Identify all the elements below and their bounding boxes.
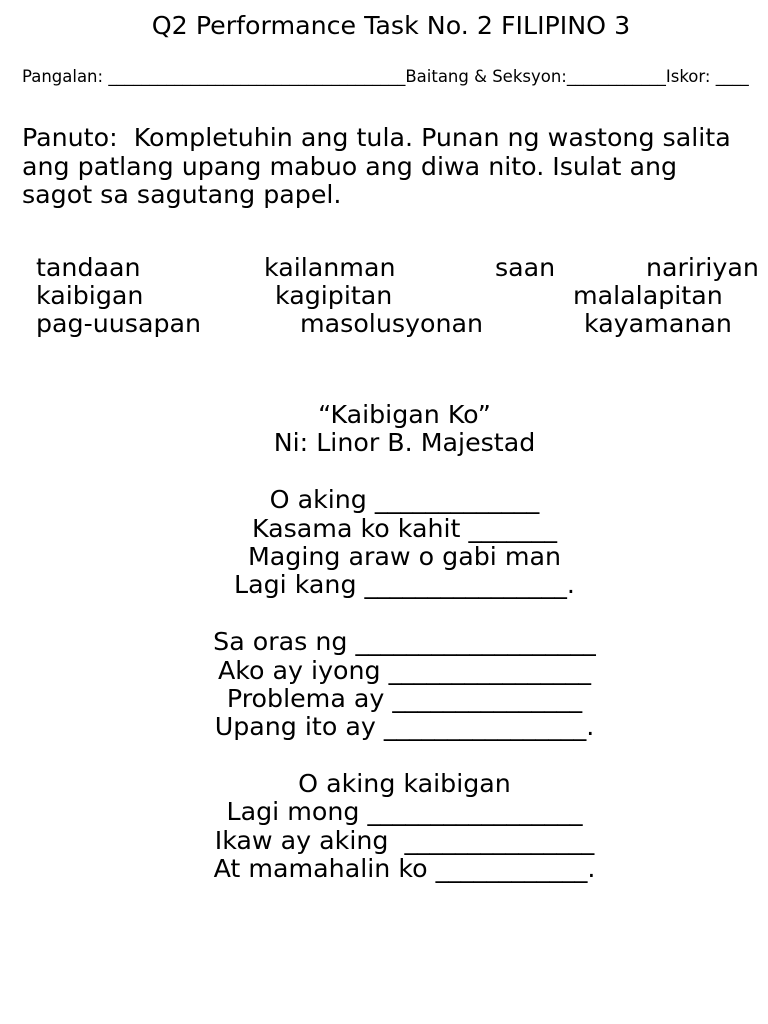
score-blank: ____ — [715, 67, 749, 86]
poem-line: O aking kaibigan — [298, 769, 511, 799]
poem-stanza — [41, 628, 768, 742]
word-bank-item: masolusyonan — [300, 309, 484, 338]
poem — [41, 401, 768, 884]
word-bank-item: naririyan — [646, 253, 759, 282]
instructions-block — [22, 124, 731, 210]
poem-stanza — [41, 770, 768, 884]
grade-section-blank: ____________ — [566, 67, 666, 86]
score-label: Iskor: — [665, 67, 716, 86]
poem-line: Upang ito ay ________________. — [214, 712, 595, 742]
word-bank-item: kagipitan — [275, 281, 393, 310]
poem-author: Ni: Linor B. Majestad — [273, 428, 536, 458]
instructions-line — [22, 124, 731, 153]
poem-line: Lagi mong _________________ — [226, 797, 583, 827]
poem-line: Maging araw o gabi man — [247, 541, 562, 571]
word-bank-item: pag-uusapan — [36, 309, 202, 338]
name-label: Pangalan: — [22, 67, 109, 86]
poem-stanza — [41, 486, 768, 600]
word-bank-item: saan — [495, 253, 556, 282]
poem-line: O aking _____________ — [269, 485, 540, 515]
word-bank-row — [0, 254, 768, 282]
poem-title: “Kaibigan Ko” — [318, 400, 491, 429]
poem-line: Ikaw ay aking _______________ — [214, 825, 595, 855]
grade-section-label: Baitang & Seksyon: — [405, 67, 567, 86]
instructions-text: Kompletuhin ang tula. Punan ng wastong salita — [133, 123, 731, 152]
word-bank-item: malalapitan — [573, 281, 723, 310]
poem-line: Lagi kang ________________. — [234, 570, 575, 600]
worksheet-title: Q2 Performance Task No. 2 FILIPINO 3 — [151, 11, 631, 40]
instructions-line — [22, 153, 731, 182]
word-bank-item: kayamanan — [584, 309, 732, 338]
poem-line: At mamahalin ko ____________. — [213, 854, 596, 884]
word-bank-row — [0, 310, 768, 338]
poem-line: Ako ay iyong ________________ — [217, 655, 592, 685]
word-bank-row — [0, 282, 768, 310]
word-bank-item: tandaan — [36, 253, 141, 282]
poem-line: Problema ay _______________ — [226, 683, 583, 713]
poem-line: Sa oras ng ___________________ — [213, 627, 596, 657]
name-blank: ____________________________________ — [108, 67, 406, 86]
instructions-text: sagot sa sagutang papel. — [22, 180, 342, 209]
instructions-line — [22, 181, 731, 210]
poem-line: Kasama ko kahit _______ — [251, 513, 558, 543]
instructions-text: ang patlang upang mabuo ang diwa nito. Isulat ang — [22, 151, 678, 181]
word-bank-item: kaibigan — [36, 281, 144, 310]
instructions-label: Panuto: — [22, 123, 118, 152]
student-info-line — [22, 67, 749, 87]
word-bank-item: kailanman — [264, 253, 396, 282]
